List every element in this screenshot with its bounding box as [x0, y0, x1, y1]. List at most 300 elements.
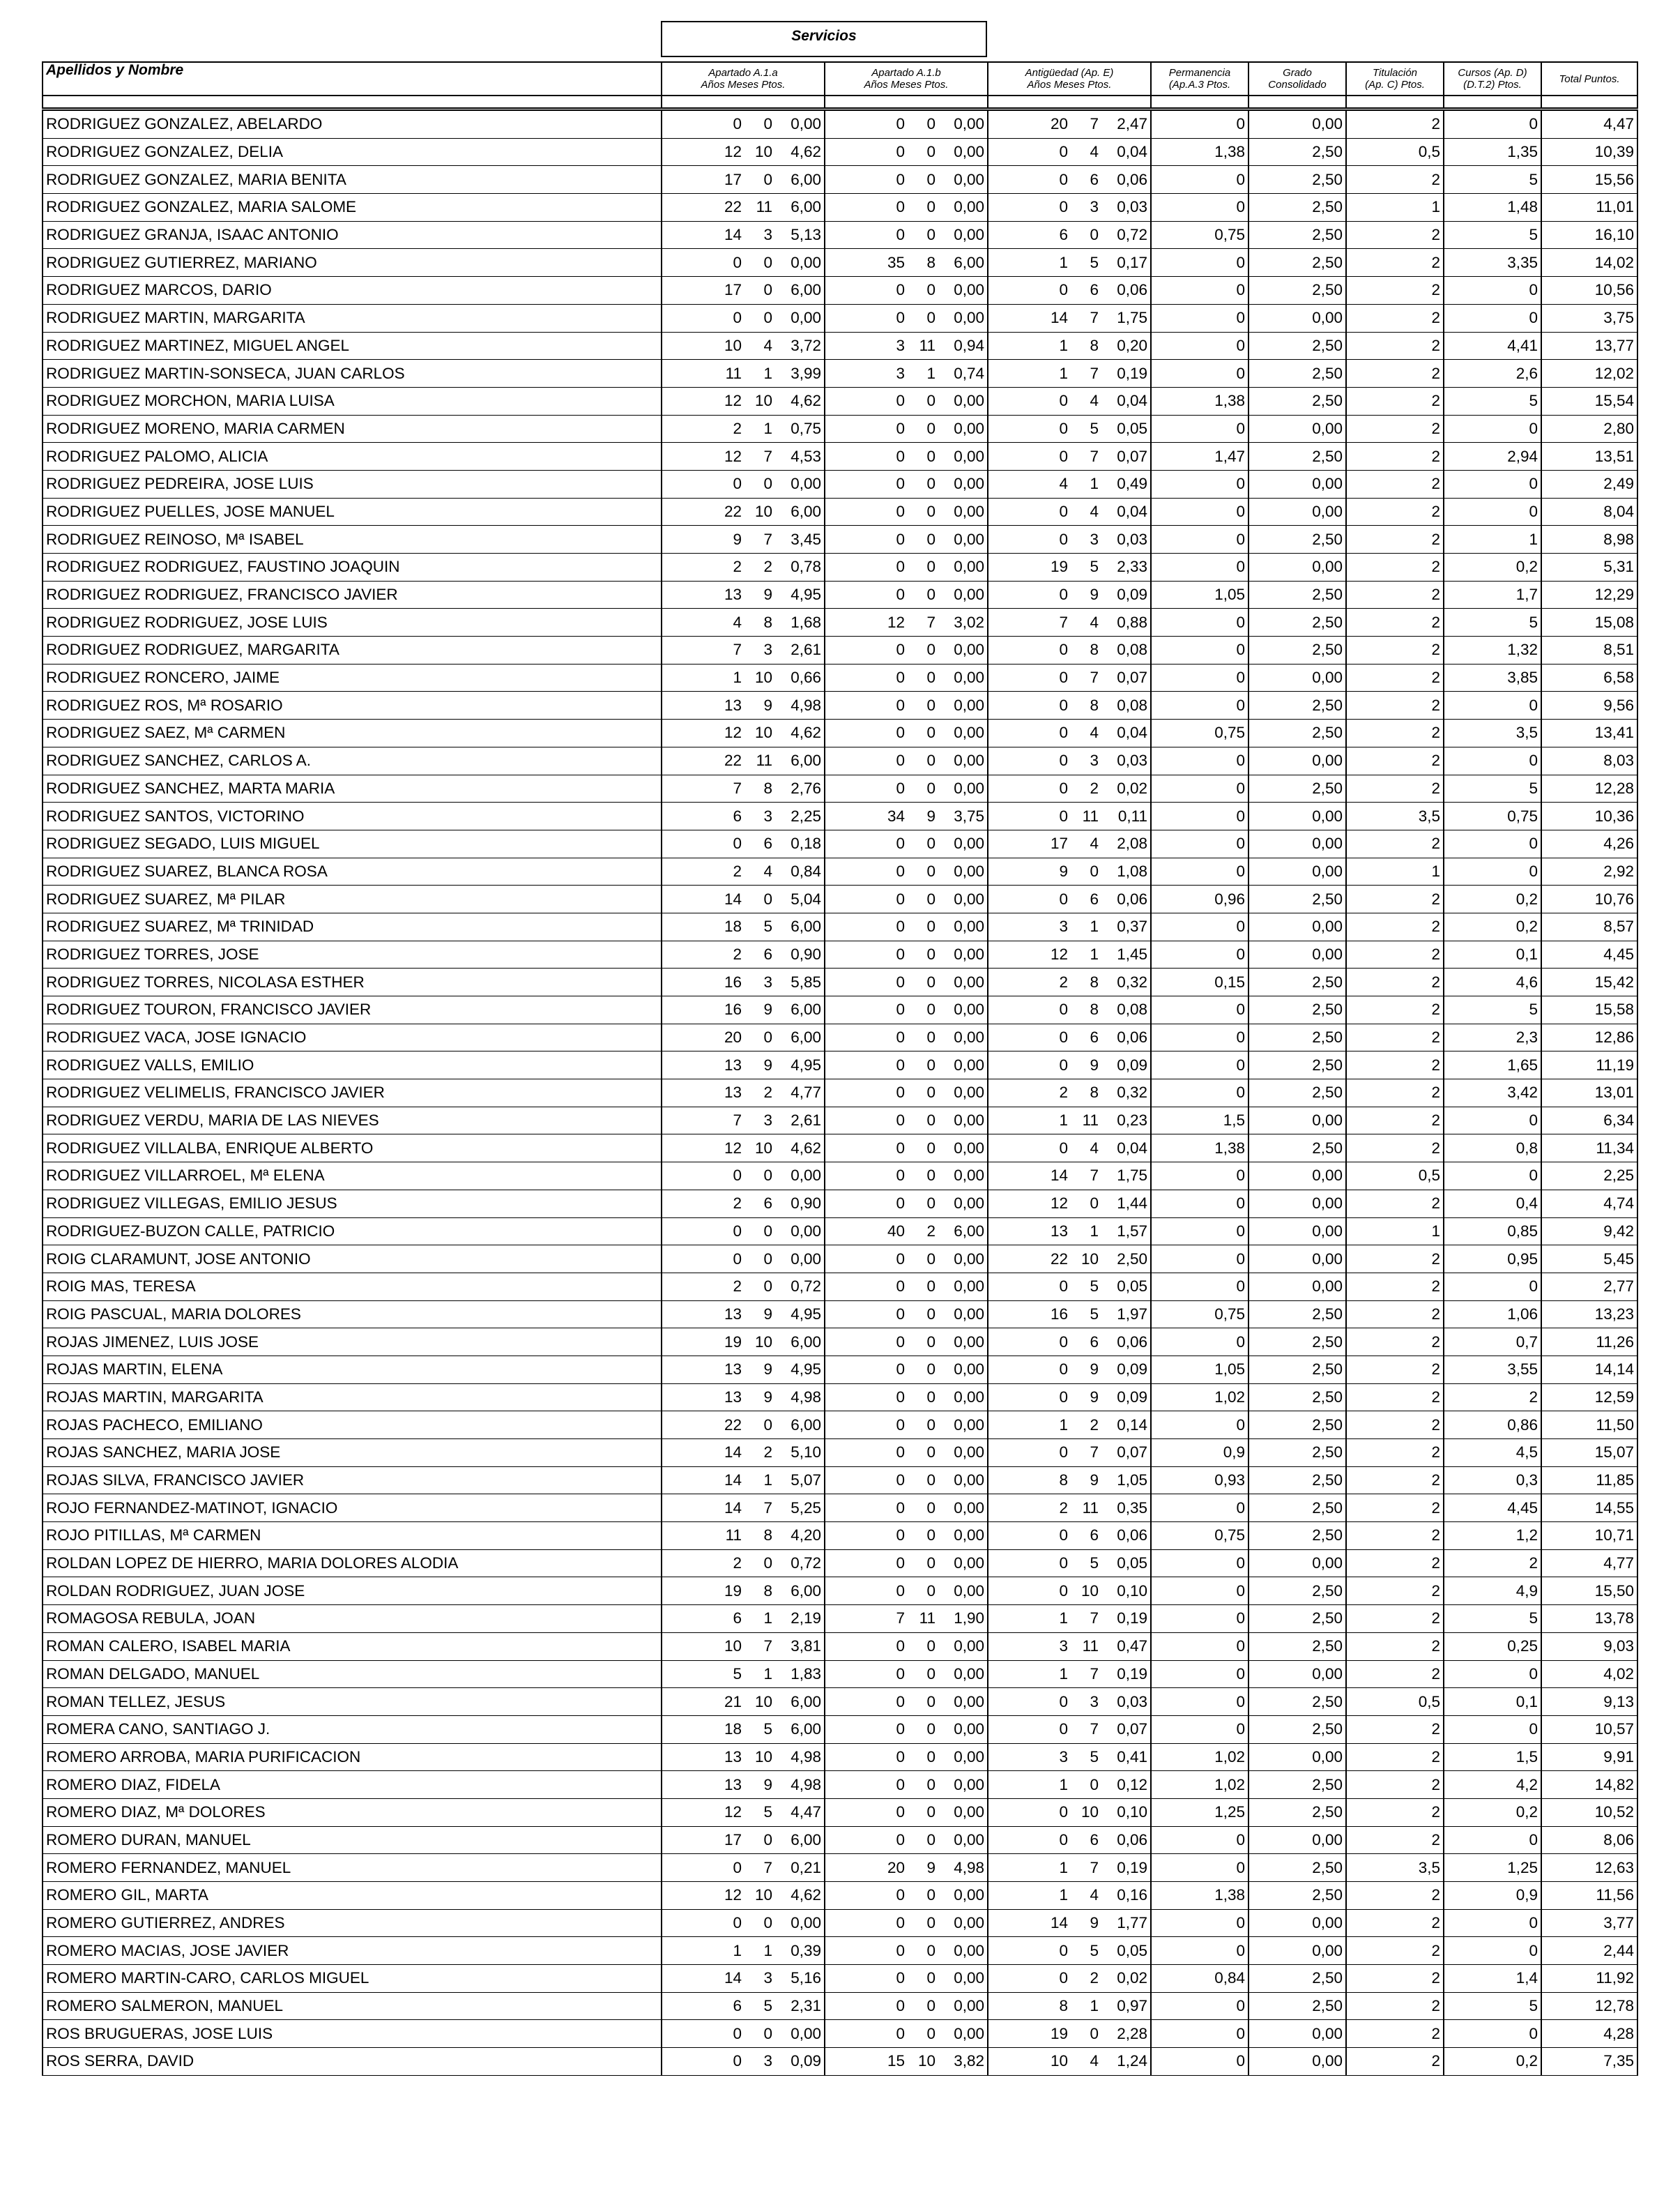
months-value: 5 — [763, 918, 772, 936]
cell-titulacion: 2 — [1346, 747, 1444, 775]
months-value: 4 — [1090, 392, 1099, 410]
months-value: 1 — [763, 1471, 772, 1489]
cell-permanencia: 0 — [1151, 803, 1248, 830]
points-value: 4,62 — [791, 1139, 821, 1157]
points-value: 0,72 — [791, 1277, 821, 1296]
cell-a1a — [662, 332, 825, 360]
months-value: 2 — [1090, 1415, 1099, 1434]
points-value: 0,88 — [1117, 613, 1147, 631]
years-value: 0 — [896, 669, 905, 687]
points-value: 3,02 — [954, 613, 984, 631]
months-value: 0 — [926, 1084, 936, 1102]
cell-antiguedad — [988, 304, 1151, 332]
cell-a1a — [662, 1356, 825, 1383]
table-row — [43, 1549, 1637, 1577]
cell-a1b — [825, 1522, 988, 1550]
cell-permanencia: 0 — [1151, 637, 1248, 665]
cell-total: 11,50 — [1541, 1411, 1637, 1439]
cell-permanencia: 1,5 — [1151, 1107, 1248, 1134]
points-value: 0,00 — [954, 1775, 984, 1793]
points-value: 0,04 — [1117, 724, 1147, 742]
cell-grado: 0,00 — [1248, 1190, 1346, 1217]
years-value: 14 — [724, 1498, 742, 1517]
points-value: 0,00 — [954, 1692, 984, 1710]
cell-grado: 2,50 — [1248, 1522, 1346, 1550]
months-value: 9 — [763, 586, 772, 604]
cell-total: 8,51 — [1541, 637, 1637, 665]
cell-grado: 2,50 — [1248, 1466, 1346, 1494]
months-value: 1 — [763, 364, 772, 382]
table-row — [43, 1605, 1637, 1633]
months-value: 11 — [1082, 1637, 1099, 1655]
months-value: 4 — [1090, 1886, 1099, 1904]
years-value: 10 — [724, 336, 742, 354]
cell-titulacion: 2 — [1346, 1965, 1444, 1993]
cell-a1a — [662, 830, 825, 858]
cell-cursos: 0,85 — [1444, 1217, 1541, 1245]
cell-a1a — [662, 720, 825, 747]
points-value: 1,24 — [1117, 2052, 1147, 2070]
cell-titulacion: 2 — [1346, 1439, 1444, 1467]
cell-antiguedad — [988, 332, 1151, 360]
table-row — [43, 1937, 1637, 1965]
years-value: 9 — [733, 530, 742, 548]
cell-permanencia: 0 — [1151, 1715, 1248, 1743]
months-value: 7 — [1090, 309, 1099, 327]
table-row — [43, 1494, 1637, 1522]
cell-a1a — [662, 249, 825, 277]
cell-a1a — [662, 1162, 825, 1190]
cell-titulacion: 2 — [1346, 1632, 1444, 1660]
months-value: 0 — [763, 2024, 772, 2042]
years-value: 0 — [896, 1001, 905, 1019]
cell-name: ROJAS SANCHEZ, MARIA JOSE — [43, 1439, 662, 1467]
cell-total: 13,77 — [1541, 332, 1637, 360]
points-value: 0,00 — [954, 2024, 984, 2042]
cell-grado: 2,50 — [1248, 1439, 1346, 1467]
years-value: 0 — [896, 1554, 905, 1572]
years-value: 0 — [896, 1526, 905, 1544]
table-row — [43, 1245, 1637, 1273]
months-value: 0 — [926, 1554, 936, 1572]
months-value: 5 — [763, 1803, 772, 1821]
months-value: 0 — [1090, 1194, 1099, 1213]
cell-name: ROS SERRA, DAVID — [43, 2048, 662, 2076]
table-row — [43, 304, 1637, 332]
table-row — [43, 1051, 1637, 1079]
cell-a1b — [825, 387, 988, 415]
months-value: 7 — [763, 1637, 772, 1655]
months-value: 3 — [763, 1111, 772, 1130]
cell-a1b — [825, 1632, 988, 1660]
months-value: 0 — [763, 1222, 772, 1240]
cell-a1a — [662, 637, 825, 665]
years-value: 0 — [896, 1886, 905, 1904]
cell-permanencia: 0,93 — [1151, 1466, 1248, 1494]
points-value: 0,09 — [1117, 1056, 1147, 1074]
points-value: 0,07 — [1117, 1720, 1147, 1738]
years-value: 12 — [724, 392, 742, 410]
table-row — [43, 1439, 1637, 1467]
months-value: 0 — [926, 115, 936, 133]
cell-antiguedad — [988, 1356, 1151, 1383]
cell-name: RODRIGUEZ VILLALBA, ENRIQUE ALBERTO — [43, 1134, 662, 1162]
cell-a1b — [825, 1466, 988, 1494]
table-row — [43, 775, 1637, 803]
years-value: 0 — [1059, 530, 1068, 548]
months-value: 0 — [926, 1194, 936, 1213]
months-value: 7 — [763, 447, 772, 465]
months-value: 0 — [926, 1415, 936, 1434]
points-value: 0,06 — [1117, 1830, 1147, 1848]
months-value: 1 — [763, 419, 772, 437]
cell-grado: 2,50 — [1248, 1632, 1346, 1660]
cell-a1b — [825, 1605, 988, 1633]
months-value: 4 — [1090, 502, 1099, 520]
months-value: 9 — [763, 696, 772, 714]
cell-titulacion: 1 — [1346, 1217, 1444, 1245]
months-value: 5 — [1090, 558, 1099, 576]
cell-name: ROMERO DIAZ, FIDELA — [43, 1771, 662, 1799]
cell-name: RODRIGUEZ ROS, Mª ROSARIO — [43, 692, 662, 720]
years-value: 14 — [724, 1443, 742, 1461]
cell-a1a — [662, 2020, 825, 2048]
months-value: 0 — [926, 1664, 936, 1683]
cell-permanencia: 1,02 — [1151, 1743, 1248, 1771]
cell-titulacion: 2 — [1346, 941, 1444, 969]
cell-name: RODRIGUEZ SANCHEZ, MARTA MARIA — [43, 775, 662, 803]
cell-titulacion: 2 — [1346, 332, 1444, 360]
cell-cursos: 1,35 — [1444, 138, 1541, 166]
cell-titulacion: 2 — [1346, 1190, 1444, 1217]
cell-a1a — [662, 1439, 825, 1467]
points-value: 0,72 — [1117, 226, 1147, 244]
cell-a1a — [662, 1328, 825, 1356]
years-value: 14 — [1050, 309, 1068, 327]
cell-a1a — [662, 415, 825, 443]
points-value: 0,00 — [954, 1886, 984, 1904]
points-value: 1,68 — [791, 613, 821, 631]
cell-grado: 2,50 — [1248, 1300, 1346, 1328]
cell-titulacion: 2 — [1346, 1660, 1444, 1688]
table-row — [43, 1383, 1637, 1411]
scores-table — [42, 61, 1638, 2076]
months-value: 5 — [1090, 419, 1099, 437]
cell-permanencia: 0 — [1151, 1494, 1248, 1522]
cell-titulacion: 2 — [1346, 1522, 1444, 1550]
years-value: 18 — [724, 918, 742, 936]
cell-titulacion: 2 — [1346, 1411, 1444, 1439]
months-value: 0 — [763, 170, 772, 188]
years-value: 0 — [896, 309, 905, 327]
points-value: 4,98 — [791, 1775, 821, 1793]
points-value: 4,95 — [791, 586, 821, 604]
years-value: 0 — [896, 696, 905, 714]
cell-antiguedad — [988, 858, 1151, 886]
header-line: Total Puntos. — [1559, 73, 1620, 85]
months-value: 0 — [926, 1720, 936, 1738]
years-value: 17 — [724, 281, 742, 299]
points-value: 0,00 — [954, 835, 984, 853]
months-value: 0 — [763, 1167, 772, 1185]
cell-titulacion: 2 — [1346, 775, 1444, 803]
points-value: 0,06 — [1117, 1028, 1147, 1047]
table-row — [43, 332, 1637, 360]
header-line: (Ap. C) Ptos. — [1365, 79, 1425, 91]
months-value: 10 — [754, 1747, 772, 1766]
months-value: 7 — [1090, 1443, 1099, 1461]
years-value: 0 — [896, 890, 905, 908]
points-value: 0,14 — [1117, 1415, 1147, 1434]
points-value: 0,00 — [954, 1111, 984, 1130]
cell-titulacion: 2 — [1346, 1743, 1444, 1771]
cell-a1a — [662, 221, 825, 249]
cell-name: RODRIGUEZ PUELLES, JOSE MANUEL — [43, 498, 662, 526]
cell-titulacion: 2 — [1346, 109, 1444, 139]
cell-titulacion: 2 — [1346, 1245, 1444, 1273]
cell-grado: 2,50 — [1248, 221, 1346, 249]
points-value: 0,00 — [954, 115, 984, 133]
cell-a1b — [825, 803, 988, 830]
months-value: 0 — [926, 586, 936, 604]
table-row — [43, 1743, 1637, 1771]
cell-a1b — [825, 886, 988, 913]
cell-total: 11,92 — [1541, 1965, 1637, 1993]
cell-permanencia: 0 — [1151, 1854, 1248, 1882]
months-value: 2 — [1090, 779, 1099, 797]
cell-grado: 0,00 — [1248, 803, 1346, 830]
cell-name: RODRIGUEZ MORCHON, MARIA LUISA — [43, 387, 662, 415]
years-value: 0 — [896, 1332, 905, 1351]
cell-name: ROJO FERNANDEZ-MATINOT, IGNACIO — [43, 1494, 662, 1522]
points-value: 5,25 — [791, 1498, 821, 1517]
cell-a1a — [662, 2048, 825, 2076]
cell-name: RODRIGUEZ-BUZON CALLE, PATRICIO — [43, 1217, 662, 1245]
months-value: 0 — [926, 1332, 936, 1351]
years-value: 8 — [1059, 1471, 1068, 1489]
points-value: 0,00 — [954, 419, 984, 437]
years-value: 0 — [896, 1941, 905, 1959]
cell-name: ROIG PASCUAL, MARIA DOLORES — [43, 1300, 662, 1328]
table-row — [43, 1134, 1637, 1162]
cell-grado: 2,50 — [1248, 249, 1346, 277]
years-value: 13 — [724, 1305, 742, 1323]
years-value: 0 — [896, 1139, 905, 1157]
points-value: 0,00 — [954, 1637, 984, 1655]
points-value: 2,47 — [1117, 115, 1147, 133]
months-value: 11 — [756, 752, 772, 770]
cell-total: 9,56 — [1541, 692, 1637, 720]
months-value: 0 — [926, 752, 936, 770]
months-value: 4 — [1090, 835, 1099, 853]
months-value: 0 — [926, 1526, 936, 1544]
years-value: 0 — [1059, 1139, 1068, 1157]
cell-a1a — [662, 138, 825, 166]
cell-cursos: 5 — [1444, 387, 1541, 415]
cell-cursos: 0 — [1444, 830, 1541, 858]
years-value: 0 — [896, 1969, 905, 1987]
years-value: 0 — [1059, 392, 1068, 410]
column-header-antiguedad — [988, 62, 1151, 96]
cell-cursos: 0 — [1444, 1162, 1541, 1190]
months-value: 0 — [926, 862, 936, 880]
cell-grado: 2,50 — [1248, 1356, 1346, 1383]
table-row — [43, 996, 1637, 1024]
header-line: (Ap.A.3 Ptos. — [1168, 79, 1231, 91]
points-value: 4,53 — [791, 447, 821, 465]
points-value: 1,97 — [1117, 1305, 1147, 1323]
cell-titulacion: 2 — [1346, 1356, 1444, 1383]
table-row — [43, 554, 1637, 582]
points-value: 0,00 — [954, 1139, 984, 1157]
months-value: 6 — [763, 945, 772, 963]
cell-permanencia: 0 — [1151, 526, 1248, 554]
years-value: 10 — [724, 1637, 742, 1655]
months-value: 10 — [754, 1332, 772, 1351]
points-value: 0,09 — [1117, 1360, 1147, 1379]
years-value: 0 — [896, 1581, 905, 1600]
cell-grado: 2,50 — [1248, 1882, 1346, 1910]
years-value: 0 — [896, 226, 905, 244]
years-value: 0 — [733, 115, 742, 133]
years-value: 0 — [733, 2052, 742, 2070]
years-value: 0 — [1059, 447, 1068, 465]
points-value: 0,16 — [1117, 1886, 1147, 1904]
cell-a1b — [825, 1190, 988, 1217]
cell-a1a — [662, 1024, 825, 1051]
table-row — [43, 803, 1637, 830]
cell-name: RODRIGUEZ GONZALEZ, DELIA — [43, 138, 662, 166]
cell-name: ROJAS MARTIN, MARGARITA — [43, 1383, 662, 1411]
cell-a1a — [662, 1798, 825, 1826]
cell-antiguedad — [988, 664, 1151, 692]
months-value: 1 — [926, 364, 936, 382]
column-header-grado — [1248, 62, 1346, 96]
points-value: 2,61 — [791, 641, 821, 659]
years-value: 0 — [1059, 1803, 1068, 1821]
years-value: 12 — [724, 724, 742, 742]
cell-permanencia: 0 — [1151, 1411, 1248, 1439]
cell-cursos: 0,4 — [1444, 1190, 1541, 1217]
cell-grado: 0,00 — [1248, 109, 1346, 139]
cell-antiguedad — [988, 194, 1151, 222]
cell-cursos: 1,65 — [1444, 1051, 1541, 1079]
years-value: 1 — [733, 1941, 742, 1959]
years-value: 12 — [724, 1139, 742, 1157]
cell-antiguedad — [988, 692, 1151, 720]
cell-titulacion: 2 — [1346, 886, 1444, 913]
points-value: 0,00 — [954, 198, 984, 216]
points-value: 0,41 — [1117, 1747, 1147, 1766]
cell-a1a — [662, 1245, 825, 1273]
cell-grado: 2,50 — [1248, 1134, 1346, 1162]
months-value: 0 — [926, 419, 936, 437]
cell-antiguedad — [988, 1577, 1151, 1605]
cell-cursos: 1,48 — [1444, 194, 1541, 222]
points-value: 0,39 — [791, 1941, 821, 1959]
points-value: 4,98 — [954, 1858, 984, 1876]
cell-name: RODRIGUEZ GRANJA, ISAAC ANTONIO — [43, 221, 662, 249]
points-value: 0,00 — [791, 475, 821, 493]
points-value: 0,02 — [1117, 1969, 1147, 1987]
points-value: 3,45 — [791, 530, 821, 548]
cell-a1b — [825, 1743, 988, 1771]
table-row — [43, 1771, 1637, 1799]
cell-cursos: 2 — [1444, 1549, 1541, 1577]
years-value: 34 — [887, 807, 905, 825]
months-value: 8 — [1090, 1084, 1099, 1102]
cell-name: ROMAGOSA REBULA, JOAN — [43, 1605, 662, 1633]
cell-cursos: 0 — [1444, 109, 1541, 139]
points-value: 0,32 — [1117, 1084, 1147, 1102]
cell-permanencia: 0 — [1151, 1190, 1248, 1217]
points-value: 0,05 — [1117, 1941, 1147, 1959]
cell-total: 13,23 — [1541, 1300, 1637, 1328]
cell-a1b — [825, 1162, 988, 1190]
months-value: 4 — [1090, 613, 1099, 631]
cell-a1b — [825, 1356, 988, 1383]
cell-grado: 0,00 — [1248, 498, 1346, 526]
points-value: 0,00 — [954, 1332, 984, 1351]
cell-a1b — [825, 332, 988, 360]
years-value: 2 — [733, 1277, 742, 1296]
cell-antiguedad — [988, 1522, 1151, 1550]
cell-a1a — [662, 554, 825, 582]
years-value: 22 — [724, 198, 742, 216]
points-value: 0,03 — [1117, 198, 1147, 216]
months-value: 7 — [763, 530, 772, 548]
cell-grado: 2,50 — [1248, 886, 1346, 913]
table-row — [43, 1965, 1637, 1993]
cell-permanencia: 0 — [1151, 304, 1248, 332]
cell-total: 11,01 — [1541, 194, 1637, 222]
cell-name: ROMAN TELLEZ, JESUS — [43, 1688, 662, 1716]
points-value: 0,06 — [1117, 1526, 1147, 1544]
cell-a1a — [662, 1466, 825, 1494]
cell-antiguedad — [988, 609, 1151, 637]
cell-a1b — [825, 1688, 988, 1716]
cell-antiguedad — [988, 2048, 1151, 2076]
points-value: 0,00 — [954, 309, 984, 327]
years-value: 0 — [896, 1830, 905, 1848]
cell-total: 15,07 — [1541, 1439, 1637, 1467]
points-value: 0,00 — [791, 1167, 821, 1185]
cell-antiguedad — [988, 1854, 1151, 1882]
months-value: 0 — [926, 1637, 936, 1655]
cell-titulacion: 0,5 — [1346, 1688, 1444, 1716]
cell-antiguedad — [988, 443, 1151, 471]
cell-antiguedad — [988, 1051, 1151, 1079]
years-value: 13 — [1050, 1222, 1068, 1240]
points-value: 0,11 — [1117, 807, 1147, 825]
points-value: 0,17 — [1117, 253, 1147, 271]
years-value: 0 — [733, 835, 742, 853]
cell-a1b — [825, 996, 988, 1024]
cell-a1b — [825, 1798, 988, 1826]
points-value: 0,97 — [1117, 1997, 1147, 2015]
years-value: 20 — [724, 1028, 742, 1047]
cell-cursos: 1,5 — [1444, 1743, 1541, 1771]
table-row — [43, 1688, 1637, 1716]
cell-cursos: 0 — [1444, 1107, 1541, 1134]
months-value: 0 — [926, 1471, 936, 1489]
cell-a1a — [662, 360, 825, 388]
points-value: 2,50 — [1117, 1250, 1147, 1268]
points-value: 4,95 — [791, 1056, 821, 1074]
cell-cursos: 0,2 — [1444, 913, 1541, 941]
cell-a1a — [662, 1107, 825, 1134]
cell-titulacion: 2 — [1346, 692, 1444, 720]
